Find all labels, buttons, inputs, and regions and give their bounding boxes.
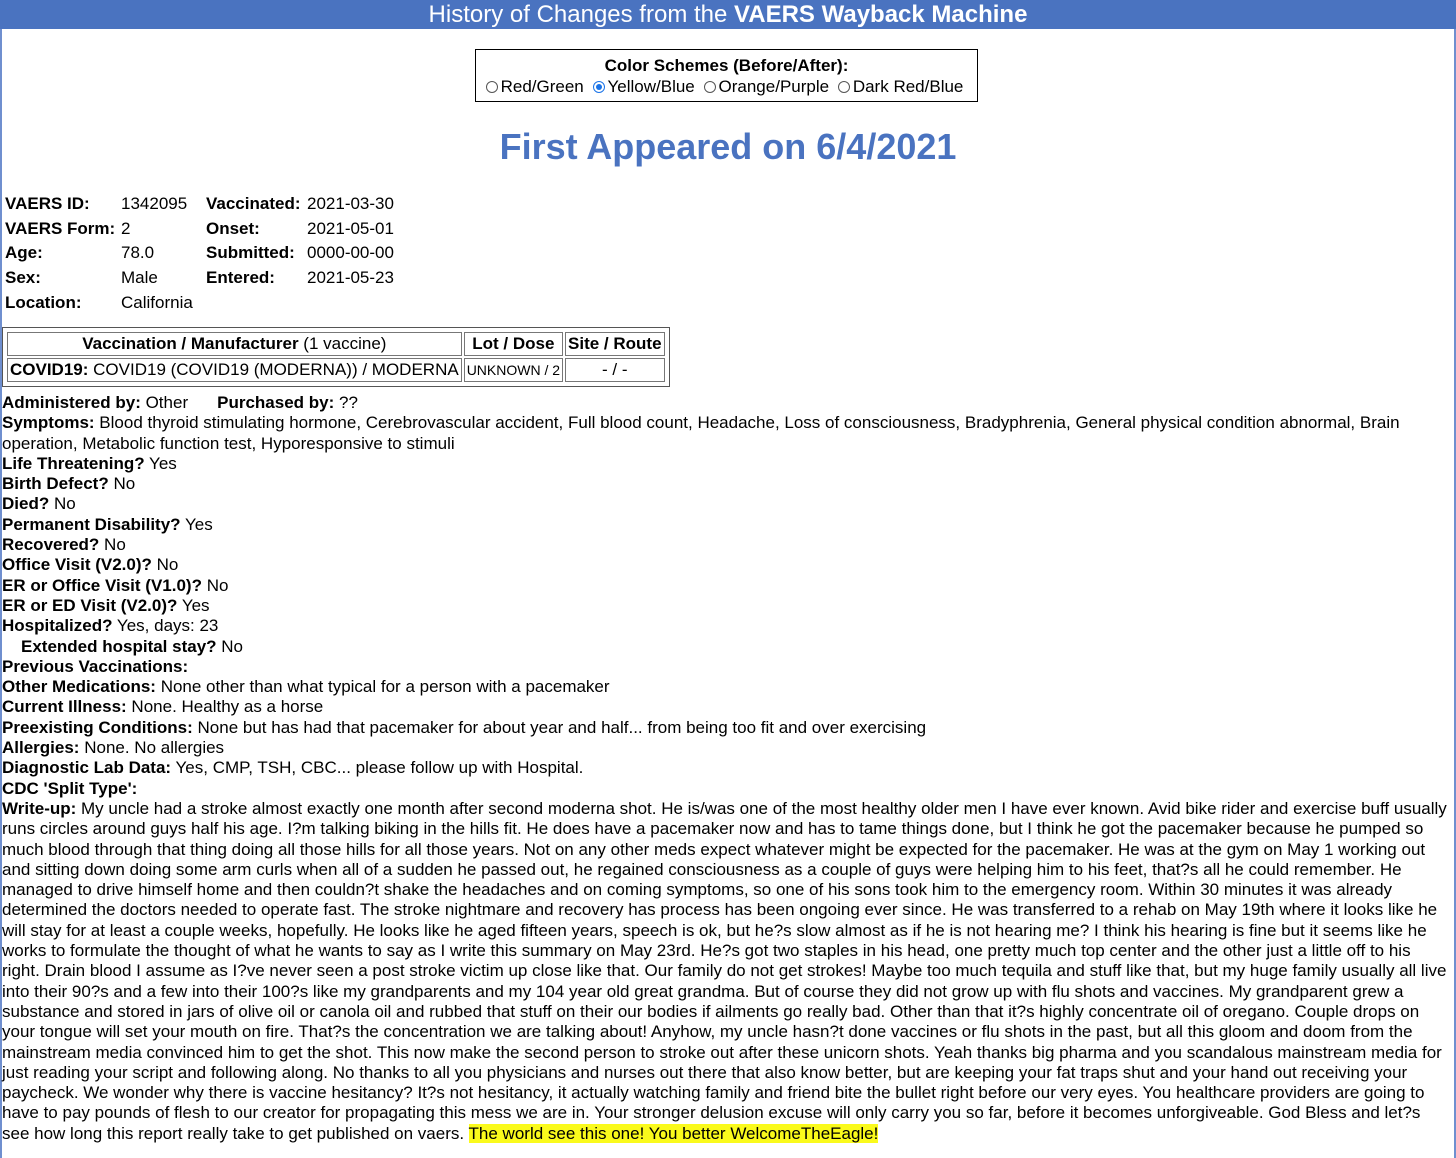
office-visit-row	[2, 555, 1452, 575]
column-header-site-route: Site / Route	[565, 332, 665, 356]
sex-value: Male	[121, 268, 158, 288]
birth-defect-label: Birth Defect?	[2, 474, 109, 494]
purchased-label: Purchased by:	[217, 393, 335, 412]
first-appeared-heading: First Appeared on 6/4/2021	[499, 126, 957, 167]
submitted-label: Submitted:	[206, 243, 295, 263]
vaccine-table	[2, 327, 670, 387]
permanent-disability-label: Permanent Disability?	[2, 514, 181, 534]
vaccinated-label: Vaccinated:	[206, 194, 301, 213]
office-visit-value: No	[151, 555, 179, 575]
hospitalized-row	[2, 616, 1452, 636]
scheme-option-red-green[interactable]	[486, 77, 584, 96]
diagnostic-lab-label: Diagnostic Lab Data:	[2, 758, 172, 778]
entered-value: 2021-05-23	[307, 268, 394, 288]
administered-label: Administered by:	[2, 393, 141, 412]
died-row	[2, 494, 1452, 514]
age-value: 78.0	[121, 243, 155, 263]
er-office-visit-row	[2, 576, 1452, 596]
allergies-value: None. No allergies	[79, 738, 225, 758]
vaccinated-value: 2021-03-30	[307, 194, 394, 213]
recovered-label: Recovered?	[2, 535, 100, 555]
age-label: Age:	[5, 243, 43, 263]
office-visit-label: Office Visit (V2.0)?	[2, 555, 152, 575]
sex-label: Sex:	[5, 268, 41, 288]
extended-stay-row	[2, 637, 1452, 657]
table-row	[7, 358, 665, 382]
er-ed-visit-row	[2, 596, 1452, 616]
scheme-option-orange-purple[interactable]	[704, 77, 830, 96]
scheme-option-label: Dark Red/Blue	[852, 77, 964, 96]
life-threatening-label: Life Threatening?	[2, 453, 145, 473]
color-scheme-options	[476, 76, 977, 98]
vaers-form-value: 2	[121, 218, 131, 238]
site-route-cell: - / -	[565, 358, 665, 382]
permanent-disability-value: Yes	[180, 514, 213, 534]
extended-stay-label: Extended hospital stay?	[21, 636, 217, 656]
submitted-value: 0000-00-00	[307, 243, 394, 263]
preexisting-conditions-value: None but has had that pacemaker for about year and half... from being too fit and over exercising	[192, 717, 927, 737]
life-threatening-row	[2, 454, 1452, 474]
onset-value: 2021-05-01	[307, 218, 394, 238]
split-type-label: CDC 'Split Type':	[2, 778, 138, 798]
scheme-option-dark-red-blue[interactable]	[838, 77, 964, 96]
current-illness-label: Current Illness:	[2, 697, 127, 717]
symptoms-value: Blood thyroid stimulating hormone, Cerebrovascular accident, Full blood count, Headache, Loss of consciousness, Bradyphrenia, General physical condition abnormal, Brain operation, Metabolic function test, Hyporesponsive to stimuli	[2, 413, 1400, 453]
split-type-row	[2, 779, 1452, 799]
vaers-form-label: VAERS Form:	[5, 218, 116, 238]
scheme-option-label: Red/Green	[500, 77, 584, 96]
location-value: California	[121, 292, 193, 312]
previous-vaccinations-label: Previous Vaccinations:	[2, 656, 189, 676]
er-ed-visit-value: Yes	[177, 595, 210, 615]
administered-value: Other	[140, 393, 189, 412]
page-header	[0, 0, 1456, 29]
writeup-text: My uncle had a stroke almost exactly one month after second moderna shot. He is/was one of the most healthy older men I have ever known. Avid bike rider and exercise buff usually runs circles around guys half his age. I?m talking biking in the hills fit. He does have a pacemaker now and has to tame things done, but I think he got the pacemaker because he pumped so much blood through that thing doing all those hills for all those years. Not on any other meds expect whatever might be expected for the pacemaker. He was at the gym on May 1 working out and sitting down doing some arm curls when all of a sudden he passed out, he regained consciousness as a couple of guys were helping him to his feet, that?s all he could remember. He managed to drive himself home and then couldn?t shake the headaches and on coming symptoms, so one of his sons took him to the emergency room. Within 30 minutes it was already determined the doctors needed to operate fast. The stroke nightmare and recovery has process has been ongoing ever since. He was transferred to a rehab on May 19th where it looks like he will stay for at least a couple weeks, hopefully. He looks like he aged fifteen years, speech is ok, but he?s slow almost as if he is not hearing me? I think his hearing is fine but it seems like he works to formulate the thought of what he wants to say as I write this summary on May 23rd. He?s got two staples in his head, one pretty much top center and the other just a little off to his right. Drain blood I assume as I?ve never seen a post stroke victim up close like that. Our family do not get strokes! Maybe too much tequila and stuff like that, but my huge family usually all live into their 90?s and a few into their 100?s like my grandparents and my 104 year old great grandma. But of course they did not grow up with flu shots and vaccines. My grandparent grew a substance and stored in jars of olive oil or canola oil and rubbed that stuff on their our bodies if ailments go really bad. Other than that it?s highly concentrate oil of oregano. Couple drops on your tongue will set your mouth on fire. That?s the concentration we are talking about! Anyhow, my uncle hasn?t done vaccines or flu shots in the past, but all this gloom and doom from the mainstream media convinced him to get the shot. This now make the second person to stroke out after these unicorn shots. Yeah thanks big pharma and you scandalous mainstream media for just reading your script and following along. No thanks to all you physicians and nurses out there that also know better, but are keeping your fat traps shut and your hand out receiving your paycheck. We wonder why there is vaccine hesitancy? It?s not hesitancy, it actually watching family and friend bite the bullet right before our very eyes. You healthcare providers are going to have to pay pounds of flesh to our creator for propagating this mess we are in. Your stronger delusion excuse will only carry you so far, before it becomes unforgiveable. God Bless and let?s see how long this report really take to get published on vaers.	[2, 798, 1447, 1143]
permanent-disability-row	[2, 515, 1452, 535]
writeup-row	[2, 799, 1452, 1144]
vaccine-count: (1 vaccine)	[298, 334, 387, 353]
hospitalized-label: Hospitalized?	[2, 616, 113, 636]
purchased-value: ??	[334, 393, 358, 412]
administered-row	[2, 393, 1452, 413]
column-header-lot-dose: Lot / Dose	[464, 332, 563, 356]
location-label: Location:	[5, 292, 82, 312]
vaccine-type: COVID19:	[10, 360, 89, 379]
current-illness-value: None. Healthy as a horse	[126, 697, 324, 717]
allergies-label: Allergies:	[2, 738, 80, 758]
writeup-label: Write-up:	[2, 798, 77, 818]
symptoms-label: Symptoms:	[2, 413, 95, 433]
header-title-bold: VAERS Wayback Machine	[734, 1, 1028, 28]
extended-stay-value: No	[216, 636, 244, 656]
writeup-highlight: The world see this one! You better WelcomeTheEagle!	[468, 1123, 879, 1143]
radio-unchecked-icon[interactable]	[704, 81, 716, 93]
report-details	[2, 393, 1452, 1144]
other-medications-row	[2, 677, 1452, 697]
scheme-option-label: Yellow/Blue	[607, 77, 695, 96]
onset-label: Onset:	[206, 218, 260, 238]
current-illness-row	[2, 697, 1452, 717]
allergies-row	[2, 738, 1452, 758]
recovered-value: No	[99, 535, 126, 555]
header-title-prefix: History of Changes from the	[428, 1, 735, 28]
scheme-option-yellow-blue[interactable]	[593, 77, 695, 96]
scheme-option-label: Orange/Purple	[718, 77, 830, 96]
diagnostic-lab-value: Yes, CMP, TSH, CBC... please follow up with Hospital.	[171, 758, 584, 778]
radio-unchecked-icon[interactable]	[838, 81, 850, 93]
vaccine-table-header	[7, 332, 665, 356]
died-label: Died?	[2, 494, 50, 514]
er-office-visit-label: ER or Office Visit (V1.0)?	[2, 575, 202, 595]
vaccine-name: COVID19 (COVID19 (MODERNA)) / MODERNA	[88, 360, 459, 379]
previous-vaccinations-row	[2, 657, 1452, 677]
diagnostic-lab-row	[2, 758, 1452, 778]
symptoms-row	[2, 413, 1452, 454]
er-office-visit-value: No	[201, 575, 229, 595]
color-scheme-title: Color Schemes (Before/After):	[604, 56, 849, 75]
preexisting-conditions-label: Preexisting Conditions:	[2, 717, 193, 737]
preexisting-conditions-row	[2, 718, 1452, 738]
er-ed-visit-label: ER or ED Visit (V2.0)?	[2, 595, 178, 615]
other-medications-value: None other than what typical for a person with a pacemaker	[155, 677, 610, 697]
vaers-id-value: 1342095	[121, 194, 188, 213]
died-value: No	[49, 494, 76, 514]
birth-defect-row	[2, 474, 1452, 494]
lot-dose-cell: UNKNOWN / 2	[464, 358, 563, 382]
birth-defect-value: No	[108, 474, 136, 494]
color-scheme-selector	[475, 49, 978, 102]
radio-checked-icon[interactable]	[593, 81, 605, 93]
column-header-vaccination	[7, 332, 462, 356]
life-threatening-value: Yes	[144, 453, 177, 473]
vaccine-cell	[7, 358, 462, 382]
column-header-vaccination-label: Vaccination / Manufacturer	[82, 334, 299, 353]
radio-unchecked-icon[interactable]	[486, 81, 498, 93]
recovered-row	[2, 535, 1452, 555]
entered-label: Entered:	[206, 268, 275, 288]
other-medications-label: Other Medications:	[2, 677, 156, 697]
hospitalized-value: Yes, days: 23	[112, 616, 219, 636]
vaers-id-label: VAERS ID:	[5, 194, 90, 213]
